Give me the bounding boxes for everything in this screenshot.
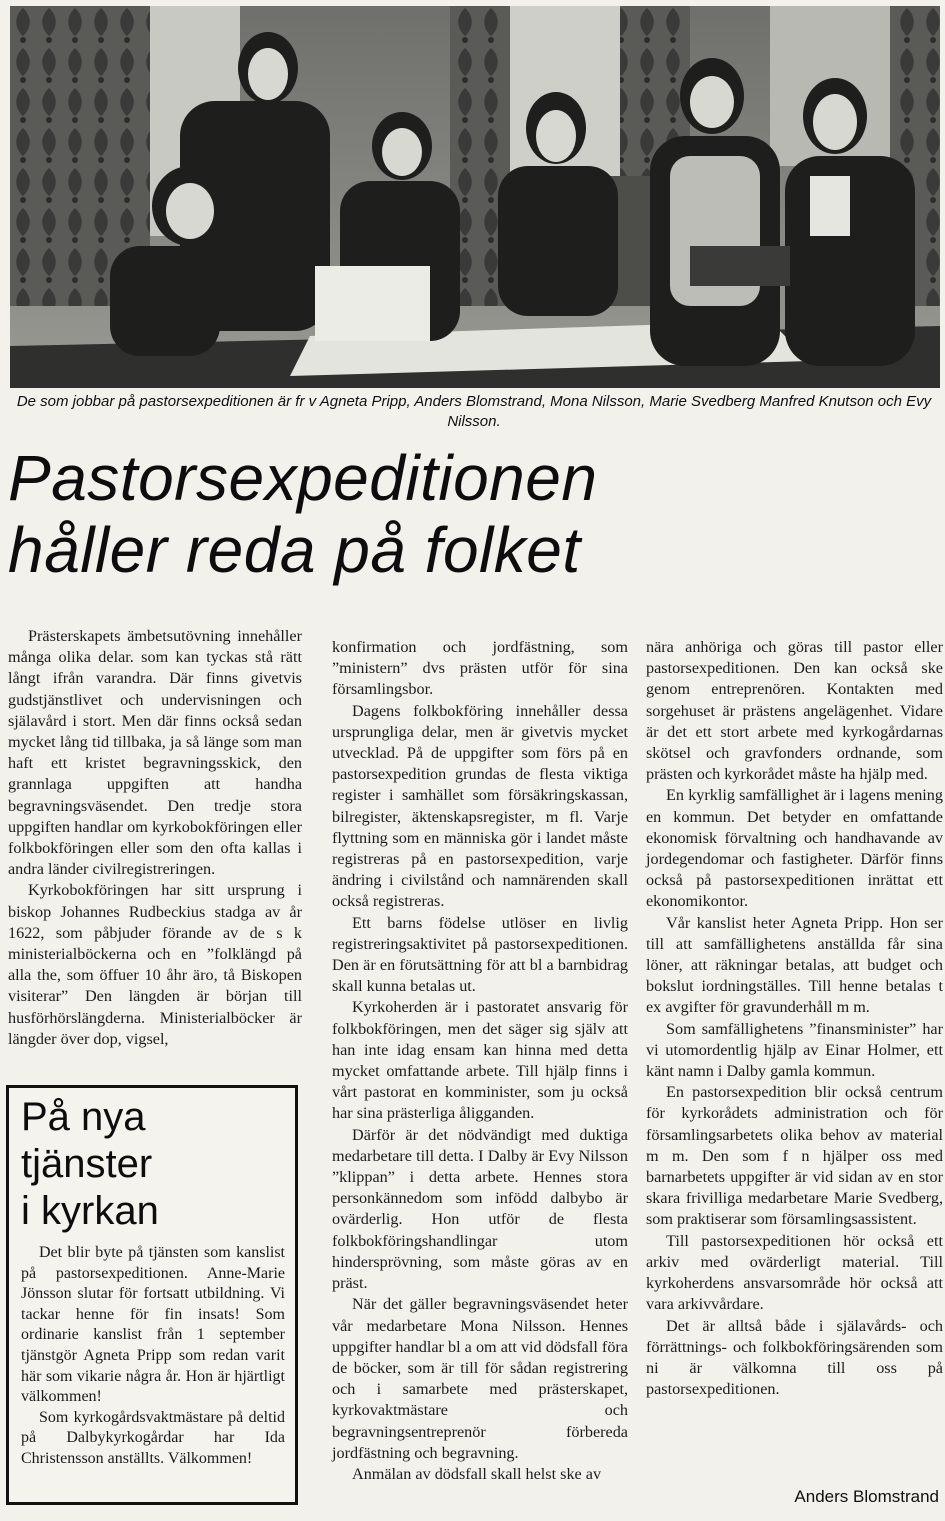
group-photo-icon [10,6,940,388]
byline: Anders Blomstrand [794,1487,939,1506]
sidebox-title: På nya tjänster i kyrkan [21,1095,159,1233]
paragraph: Som kyrkogårdsvaktmästare på deltid på Dalbykyrkogårdar har Ida Christensson anställts. Välkommen! [21,1408,285,1467]
article-column-2 [332,637,628,1485]
paragraph: Därför är det nödvändigt med duktiga medarbetare till detta. I Dalby är Evy Nilsson ”klippan” i detta arbete. Hennes stora personkännedom som infödd dalbybo är ovärderlig. Hon utför de flesta folkbokföringshandlingar utom hindersprövning, som måste göras av en präst. [332,1125,628,1293]
paragraph: Det blir byte på tjänsten som kanslist på pastorsexpeditionen. Anne-Marie Jönsson slutar för fortsatt utbildning. Vi tackar henne för fin insats! Som ordinarie kanslist från 1 september tjänstgör Agneta Pripp som redan varit här som vikarie några år. Hon är hjärtligt välkommen! [21,1244,285,1406]
paragraph: Till pastorsexpeditionen hör också ett arkiv med ovärderligt material. Till kyrkoherdens ansvarsområde hör också att vara arkivvårdare. [646,1231,943,1314]
article-column-3 [646,637,943,1400]
group-photo [10,6,940,388]
paragraph: Prästerskapets ämbetsutövning innehåller många olika delar. som kan tyckas stå rätt långt ifrån varandra. Där finns givetvis gudstjänstlivet och undervisningen och själavård i stort. Men där finns också sedan mycket lång tid tillbaka, ja så länge som man haft ett kristet begravningsskick, den grannlaga uppgiften att handha begravningsväsendet. Den tredje stora uppgiften handlar om kyrkobokföringen eller folkbokföringen eller som den ofta kallas i andra länder civilregistreringen. [8,627,302,879]
paragraph: Kyrkobokföringen har sitt ursprung i biskop Johannes Rudbeckius stadga av år 1622, som påbjuder förande av de s k ministerialböckerna och en ”folklängd på alla the, som öffuer 10 åhr äro, tå Biskopen visiterar” Den längden är början till husförhörslängderna. Ministerialböcker är längder över dop, vigsel, [8,881,302,1048]
paragraph: Kyrkoherden är i pastoratet ansvarig för folkbokföringen, men det säger sig själv att han inte idag ensam kan hinna med detta mycket omfattande arbete. Till hjälp finns i vårt pastorat en komminister, som ju också har sina prästerliga åligganden. [332,998,628,1123]
sidebox-new-positions [6,1085,298,1505]
headline-line-1: Pastorsexpeditionen [8,442,598,514]
paragraph: nära anhöriga och göras till pastor eller pastorsexpeditionen. Den kan också ske genom entreprenören. Kontakten med sorgehuset är prästens angelägenhet. Vidare är det ett stort arbete med kyrkogårdarnas skötsel och gravfonders ordnande, som prästen och kyrkorådet måste ha hjälp med. [646,638,943,784]
paragraph: Det är alltså både i själavårds- och förrättnings- och folkbokföringsärenden som ni är välkomna till oss på pastorsexpeditionen. [646,1316,943,1399]
headline-line-2: håller reda på folket [8,514,581,586]
article-column-1 [8,626,302,1050]
paragraph: konfirmation och jordfästning, som ”ministern” dvs prästen utför för sina församlingsbor. [332,638,628,699]
photo-caption: De som jobbar på pastorsexpeditionen är fr v Agneta Pripp, Anders Blomstrand, Mona Nilsson, Marie Svedberg Manfred Knutson och Evy Nilsson. [16,393,932,430]
paragraph: En pastorsexpedition blir också centrum för kyrkorådets administration och för församlingsarbetets olika behov av material m m. Den som f n hjälper oss med barnarbetets uppgifter är vid sidan av en stor skara frivilliga medarbetare Marie Svedberg, som praktiserar som församlingsassistent. [646,1083,943,1229]
headline [8,442,908,586]
paragraph: Ett barns födelse utlöser en livlig registreringsaktivitet på pastorsexpeditionen. Den är en förutsättning för att bl a barnbidrag skall kunna betalas ut. [332,913,628,996]
paragraph: Anmälan av dödsfall skall helst ske av [352,1464,602,1483]
paragraph: Dagens folkbokföring innehåller dessa ursprungliga delar, men är givetvis mycket utvecklad. På de uppgifter som förs på en pastorsexpedition grundas de flesta viktiga register i samhället som försäkringskassan, bilregister, äktenskapsregister, m fl. Varje flyttning som en människa gör i landet måste registreras på en pastorsexpedition, varje ändring i civilstånd och namnärenden skall också registreras. [332,701,628,911]
paragraph: Som samfällighetens ”finansminister” har vi utomordentlig hjälp av Einar Holmer, ett känt namn i Dalby gamla kommun. [646,1019,943,1081]
sidebox-body [21,1243,285,1470]
paragraph: Vår kanslist heter Agneta Pripp. Hon ser till att samfällighetens anställda får sina löner, att räkningar betalas, att budget och bokslut iordningställes. Till henne betalas t ex avgifter för gravunderhåll m m. [646,913,943,1017]
paragraph: En kyrklig samfällighet är i lagens mening en kommun. Det betyder en omfattande ekonomisk förvaltning och handhavande av jordegendomar och fastigheter. Därför finns också på pastorsexpeditionen inrättat ett ekonomikontor. [646,786,943,911]
paragraph: När det gäller begravningsväsendet heter vår medarbetare Mona Nilsson. Hennes uppgifter handlar bl a om att vid dödsfall föra de böcker, som är till för sådan registrering och i samarbete med prästerskapet, kyrkovaktmästare och begravningsentreprenör förbereda jordfästning och begravning. [332,1295,628,1462]
